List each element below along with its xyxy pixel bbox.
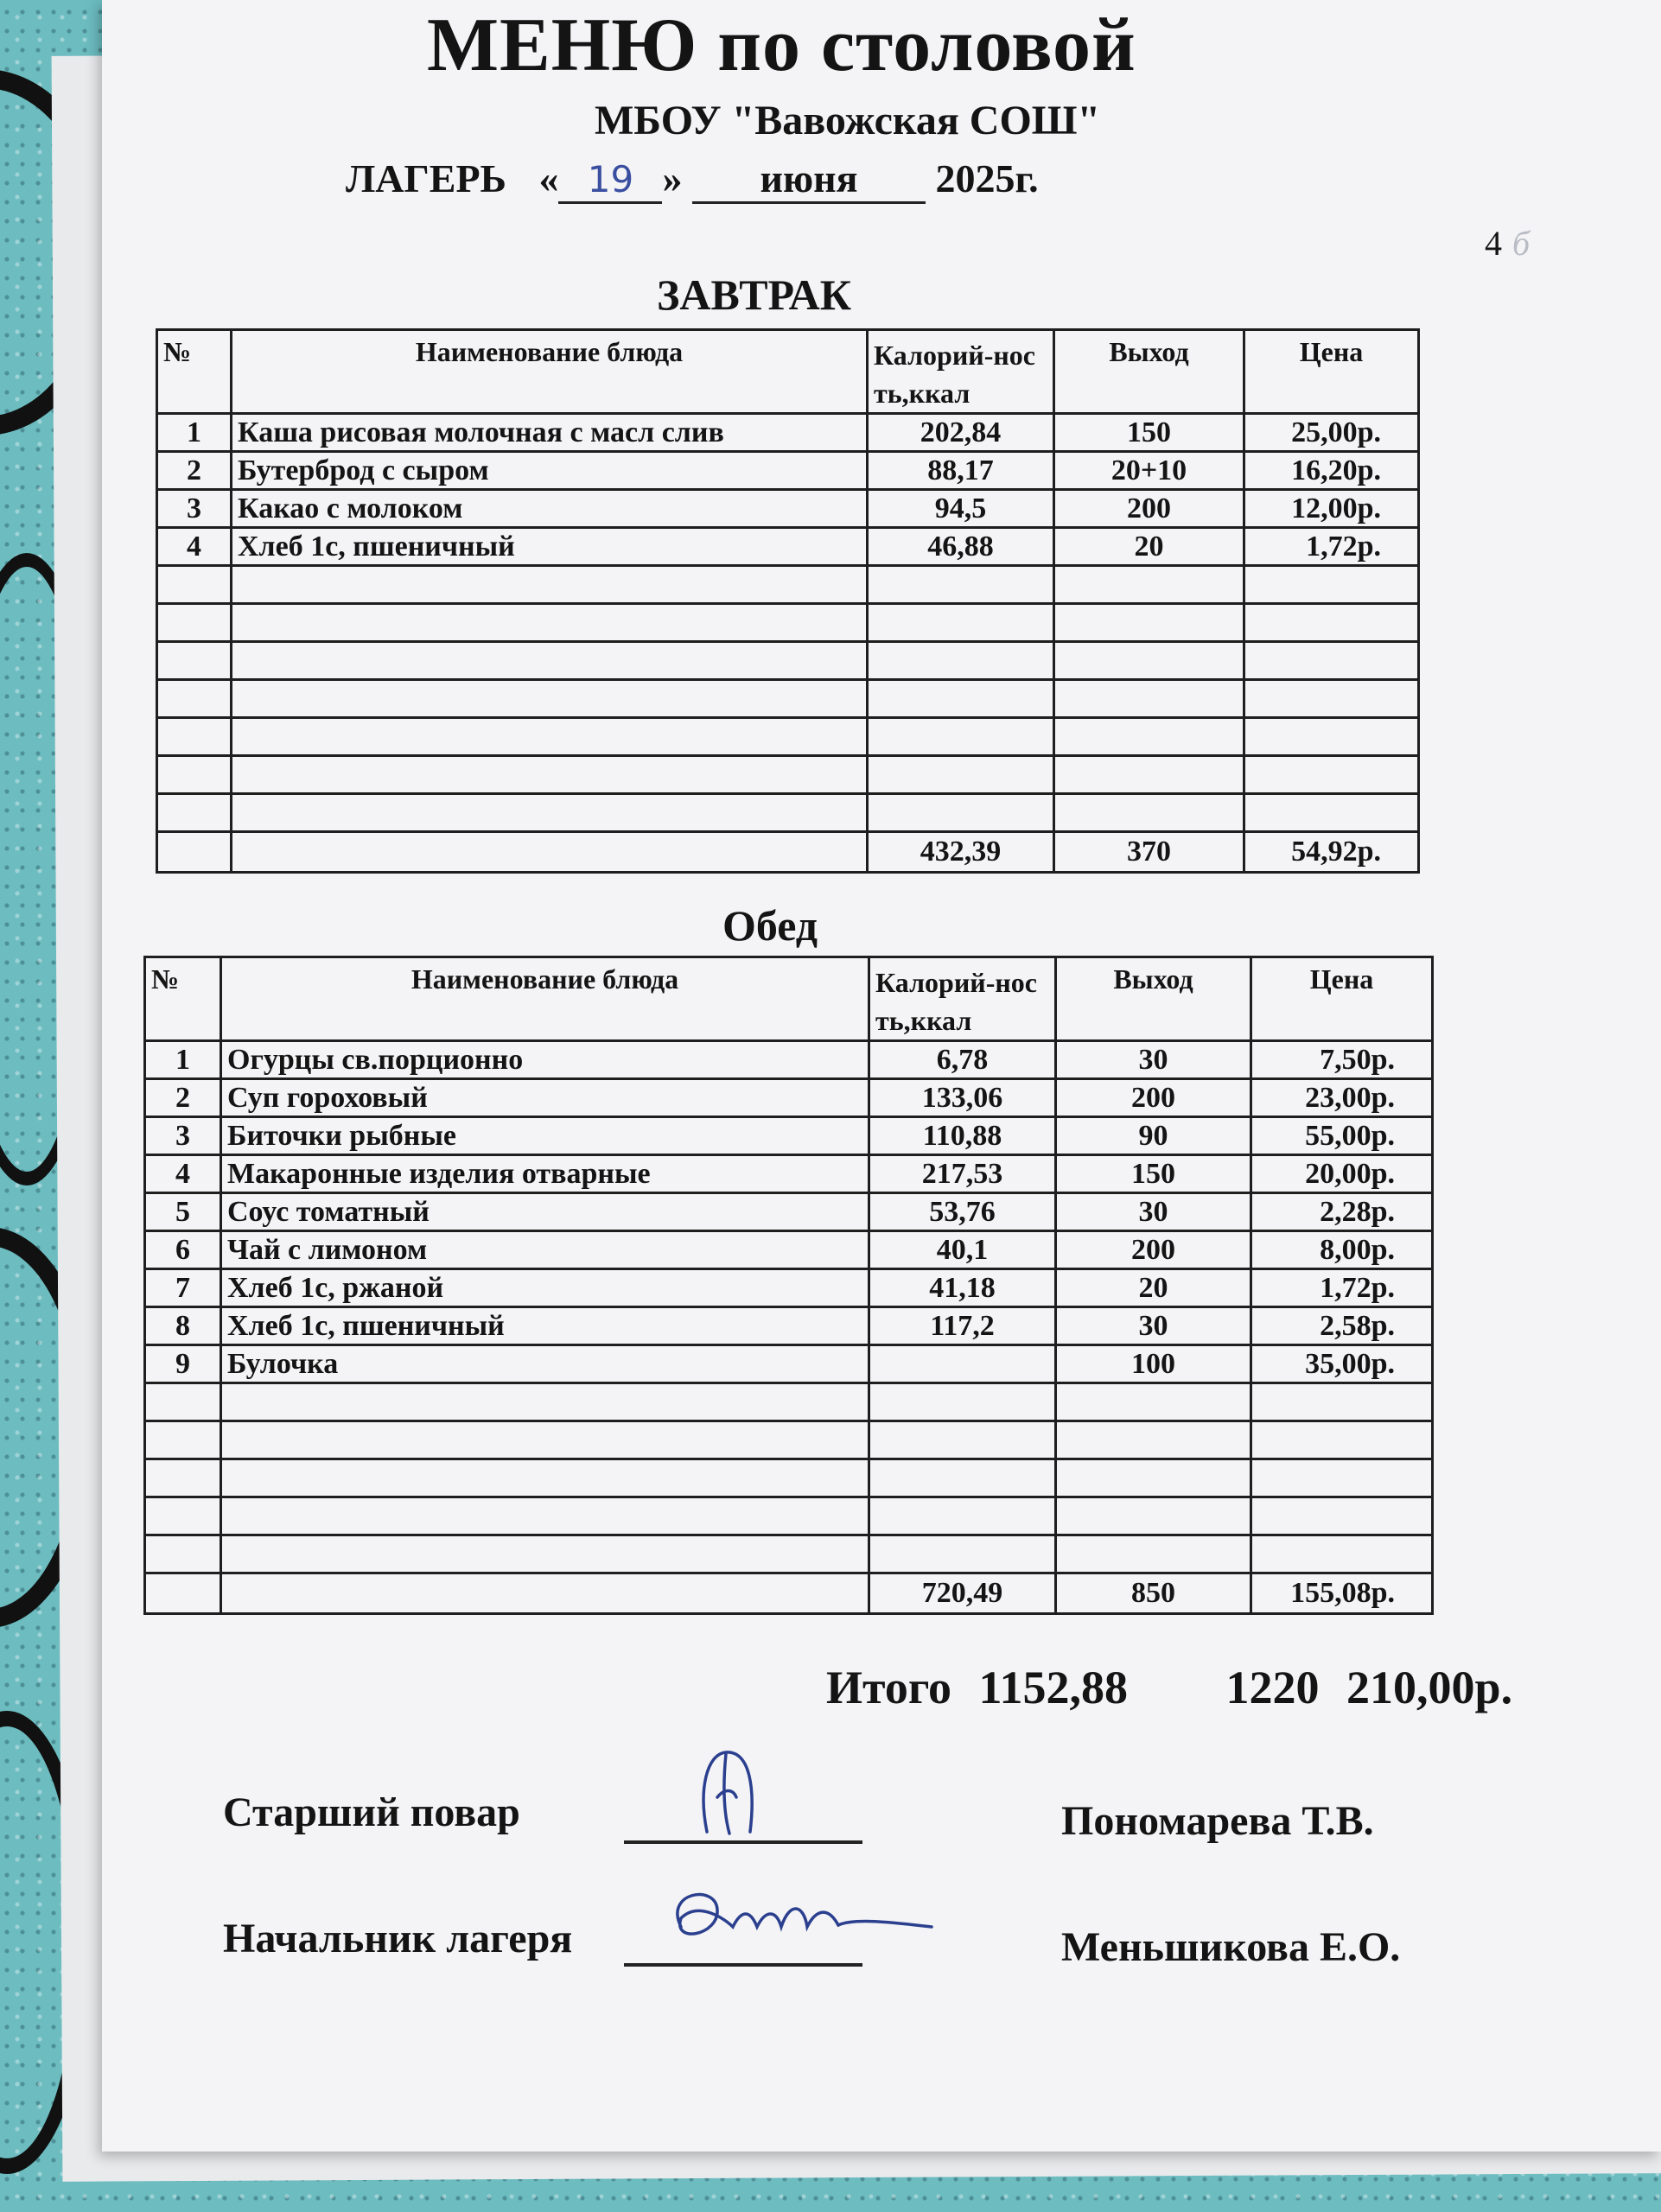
table-row <box>157 490 1419 528</box>
col-num-header: № <box>157 330 232 414</box>
breakfast-title: ЗАВТРАК <box>657 270 852 319</box>
lunch-title: Обед <box>722 901 818 950</box>
dish-name: Хлеб 1с, пшеничный <box>221 1307 869 1345</box>
dish-yield: 20+10 <box>1054 452 1244 490</box>
dish-name: Соус томатный <box>221 1193 869 1231</box>
row-num: 4 <box>157 528 232 566</box>
breakfast-rows <box>157 414 1419 873</box>
dish-yield: 200 <box>1056 1231 1251 1269</box>
table-row <box>145 1079 1433 1117</box>
col-yield-header: Выход <box>1056 957 1251 1041</box>
dish-price: 8,00р. <box>1251 1231 1433 1269</box>
dish-kcal: 6,78 <box>869 1041 1056 1079</box>
col-num-header: № <box>145 957 221 1041</box>
empty-row <box>145 1497 1433 1535</box>
signature-mark-head <box>646 1866 940 1970</box>
row-num: 1 <box>145 1041 221 1079</box>
empty-row <box>145 1383 1433 1421</box>
dish-yield: 150 <box>1056 1155 1251 1193</box>
table-row <box>145 1041 1433 1079</box>
total-yield: 850 <box>1056 1573 1251 1614</box>
grand-total-line <box>826 1661 1512 1714</box>
dish-kcal: 40,1 <box>869 1231 1056 1269</box>
grand-total-kcal: 1152,88 <box>978 1662 1129 1713</box>
col-yield-header: Выход <box>1054 330 1244 414</box>
dish-kcal: 217,53 <box>869 1155 1056 1193</box>
dish-yield: 20 <box>1056 1269 1251 1307</box>
dish-price: 35,00р. <box>1251 1345 1433 1383</box>
dish-price: 1,72р. <box>1251 1269 1433 1307</box>
table-row <box>145 1193 1433 1231</box>
dish-price: 55,00р. <box>1251 1117 1433 1155</box>
dish-kcal: 94,5 <box>868 490 1054 528</box>
dish-price: 2,28р. <box>1251 1193 1433 1231</box>
signature-mark-cook <box>672 1737 785 1849</box>
signature-role-cook: Старший повар <box>223 1789 520 1835</box>
col-kcal-header: Калорий-ность,ккал <box>869 957 1056 1041</box>
dish-name: Биточки рыбные <box>221 1117 869 1155</box>
dish-name: Какао с молоком <box>232 490 868 528</box>
table-row <box>157 452 1419 490</box>
row-num: 4 <box>145 1155 221 1193</box>
camp-label: ЛАГЕРЬ <box>346 156 506 200</box>
page-number-value: 4 <box>1485 224 1502 263</box>
dish-name: Бутерброд с сыром <box>232 452 868 490</box>
dish-price: 12,00р. <box>1244 490 1419 528</box>
dish-kcal: 46,88 <box>868 528 1054 566</box>
dish-name: Булочка <box>221 1345 869 1383</box>
dish-name: Чай с лимоном <box>221 1231 869 1269</box>
empty-row <box>157 642 1419 680</box>
month-field <box>692 156 926 204</box>
dish-kcal: 202,84 <box>868 414 1054 452</box>
empty-row <box>157 794 1419 832</box>
grand-total-price: 210,00р. <box>1346 1662 1513 1713</box>
row-num: 2 <box>157 452 232 490</box>
dish-name: Хлеб 1с, ржаной <box>221 1269 869 1307</box>
total-kcal: 432,39 <box>868 832 1054 873</box>
signature-role-head: Начальник лагеря <box>223 1916 573 1961</box>
dish-yield: 200 <box>1054 490 1244 528</box>
total-yield: 370 <box>1054 832 1244 873</box>
dish-kcal: 53,76 <box>869 1193 1056 1231</box>
day-value: 19 <box>587 158 634 200</box>
empty-row <box>157 756 1419 794</box>
table-row <box>145 1117 1433 1155</box>
row-num: 3 <box>145 1117 221 1155</box>
col-name-header: Наименование блюда <box>232 330 868 414</box>
empty-row <box>145 1459 1433 1497</box>
col-name-header: Наименование блюда <box>221 957 869 1041</box>
row-num: 7 <box>145 1269 221 1307</box>
quote-open: « <box>538 156 559 200</box>
total-price: 54,92р. <box>1244 832 1419 873</box>
grand-total-label: Итого <box>826 1662 951 1713</box>
day-field <box>558 156 662 204</box>
row-num: 9 <box>145 1345 221 1383</box>
page-title: МЕНЮ по столовой <box>427 3 1136 87</box>
table-row <box>145 1345 1433 1383</box>
dish-yield: 30 <box>1056 1307 1251 1345</box>
school-name: МБОУ "Вавожская СОШ" <box>595 98 1101 143</box>
signature-name-cook: Пономарева Т.В. <box>1061 1798 1374 1844</box>
table-row <box>145 1231 1433 1269</box>
signature-name-head: Меньшикова Е.О. <box>1061 1924 1401 1970</box>
breakfast-total-row <box>157 832 1419 873</box>
dish-yield: 30 <box>1056 1041 1251 1079</box>
table-row <box>157 528 1419 566</box>
grand-total-yield: 1220 <box>1225 1662 1320 1713</box>
menu-sheet <box>102 0 1661 2152</box>
camp-date-line <box>346 156 1039 204</box>
empty-row <box>157 680 1419 718</box>
dish-price: 1,72р. <box>1244 528 1419 566</box>
table-row <box>145 1155 1433 1193</box>
dish-kcal: 88,17 <box>868 452 1054 490</box>
dish-price: 2,58р. <box>1251 1307 1433 1345</box>
empty-row <box>145 1535 1433 1573</box>
dish-kcal: 41,18 <box>869 1269 1056 1307</box>
table-row <box>145 1269 1433 1307</box>
empty-row <box>157 718 1419 756</box>
row-num: 3 <box>157 490 232 528</box>
empty-row <box>145 1421 1433 1459</box>
dish-yield: 20 <box>1054 528 1244 566</box>
dish-name: Каша рисовая молочная с масл слив <box>232 414 868 452</box>
empty-row <box>157 566 1419 604</box>
dish-yield: 30 <box>1056 1193 1251 1231</box>
col-kcal-header: Калорий-ность,ккал <box>868 330 1054 414</box>
dish-price: 7,50р. <box>1251 1041 1433 1079</box>
dish-name: Огурцы св.порционно <box>221 1041 869 1079</box>
quote-close: » <box>662 156 683 200</box>
col-price-header: Цена <box>1251 957 1433 1041</box>
dish-name: Хлеб 1с, пшеничный <box>232 528 868 566</box>
lunch-total-row <box>145 1573 1433 1614</box>
total-price: 155,08р. <box>1251 1573 1433 1614</box>
table-row <box>157 414 1419 452</box>
dish-price: 20,00р. <box>1251 1155 1433 1193</box>
col-price-header: Цена <box>1244 330 1419 414</box>
dish-kcal: 133,06 <box>869 1079 1056 1117</box>
dish-price: 16,20р. <box>1244 452 1419 490</box>
lunch-table <box>143 956 1434 1615</box>
lunch-rows <box>145 1041 1433 1614</box>
row-num: 8 <box>145 1307 221 1345</box>
dish-yield: 90 <box>1056 1117 1251 1155</box>
year-value: 2025г. <box>935 156 1039 200</box>
dish-kcal <box>869 1345 1056 1383</box>
row-num: 2 <box>145 1079 221 1117</box>
dish-name: Суп гороховый <box>221 1079 869 1117</box>
breakfast-table <box>156 328 1420 874</box>
dish-name: Макаронные изделия отварные <box>221 1155 869 1193</box>
dish-kcal: 117,2 <box>869 1307 1056 1345</box>
row-num: 5 <box>145 1193 221 1231</box>
row-num: 1 <box>157 414 232 452</box>
total-kcal: 720,49 <box>869 1573 1056 1614</box>
dish-yield: 200 <box>1056 1079 1251 1117</box>
dish-price: 25,00р. <box>1244 414 1419 452</box>
row-num: 6 <box>145 1231 221 1269</box>
page-mark: б <box>1512 224 1531 263</box>
month-value: июня <box>760 156 858 200</box>
dish-yield: 150 <box>1054 414 1244 452</box>
empty-row <box>157 604 1419 642</box>
table-row <box>145 1307 1433 1345</box>
dish-kcal: 110,88 <box>869 1117 1056 1155</box>
page-number <box>1485 223 1530 264</box>
dish-yield: 100 <box>1056 1345 1251 1383</box>
dish-price: 23,00р. <box>1251 1079 1433 1117</box>
